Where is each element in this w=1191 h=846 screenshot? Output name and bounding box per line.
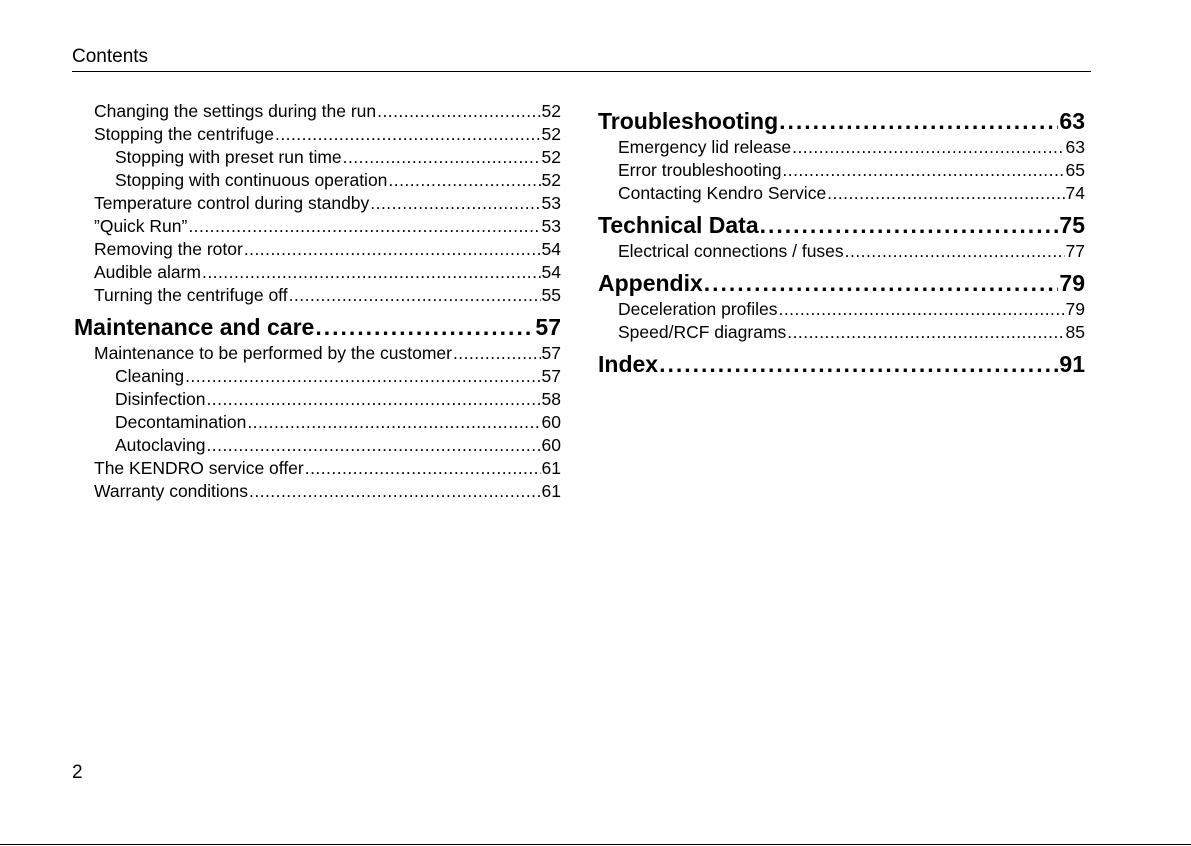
dot-leader xyxy=(343,146,541,169)
dot-leader xyxy=(659,351,1058,378)
toc-entry-title: Autoclaving xyxy=(115,435,206,455)
toc-entry-title: Decontamination xyxy=(115,412,247,432)
page-number: 2 xyxy=(72,762,83,783)
toc-entry-page: 63 xyxy=(1059,108,1085,134)
toc-entry[interactable] xyxy=(74,480,561,503)
toc-entry-page: 52 xyxy=(541,147,561,167)
toc-entry-page: 52 xyxy=(541,124,561,144)
toc-entry-title: Warranty conditions xyxy=(94,481,248,501)
toc-entry-page: 60 xyxy=(541,412,561,432)
toc-entry[interactable] xyxy=(74,284,561,307)
toc-entry-title: Maintenance and care xyxy=(74,314,315,340)
toc-entry[interactable] xyxy=(74,238,561,261)
toc-entry-page: 53 xyxy=(541,216,561,236)
dot-leader xyxy=(289,284,541,307)
toc-entry-title: Audible alarm xyxy=(94,262,201,282)
toc-entry[interactable] xyxy=(598,240,1085,263)
toc-entry[interactable] xyxy=(74,411,561,434)
toc-entry[interactable] xyxy=(74,192,561,215)
dot-leader xyxy=(827,182,1064,205)
dot-leader xyxy=(249,480,541,503)
toc-chapter-entry[interactable] xyxy=(598,108,1085,135)
toc-entry-title: Deceleration profiles xyxy=(618,299,778,319)
toc-entry-page: 91 xyxy=(1059,351,1085,377)
toc-entry-title: The KENDRO service offer xyxy=(94,458,304,478)
page-header-title: Contents xyxy=(72,46,149,67)
toc-entry-title: Electrical connections / fuses xyxy=(618,241,844,261)
toc-chapter-entry[interactable] xyxy=(598,351,1085,378)
toc-entry-page: 53 xyxy=(541,193,561,213)
toc-entry-page: 75 xyxy=(1059,212,1085,238)
toc-entry-page: 79 xyxy=(1059,270,1085,296)
dot-leader xyxy=(792,136,1064,159)
dot-leader xyxy=(377,100,540,123)
toc-entry-title: Changing the settings during the run xyxy=(94,101,377,121)
toc-right-column xyxy=(598,100,1085,379)
dot-leader xyxy=(315,314,534,341)
dot-leader xyxy=(704,270,1059,297)
toc-entry[interactable] xyxy=(598,182,1085,205)
toc-entry-page: 60 xyxy=(541,435,561,455)
toc-entry-title: Troubleshooting xyxy=(598,108,779,134)
toc-entry-page: 85 xyxy=(1065,322,1085,342)
toc-entry-page: 58 xyxy=(541,389,561,409)
toc-left-column xyxy=(74,100,561,503)
toc-entry-page: 61 xyxy=(541,458,561,478)
toc-entry-title: Stopping the centrifuge xyxy=(94,124,274,144)
toc-entry[interactable] xyxy=(74,146,561,169)
dot-leader xyxy=(185,365,540,388)
toc-entry[interactable] xyxy=(74,169,561,192)
toc-entry[interactable] xyxy=(598,321,1085,344)
dot-leader xyxy=(188,215,540,238)
toc-entry-page: 77 xyxy=(1065,241,1085,261)
dot-leader xyxy=(202,261,541,284)
toc-entry-page: 55 xyxy=(541,285,561,305)
toc-entry-title: Stopping with continuous operation xyxy=(115,170,388,190)
dot-leader xyxy=(206,388,540,411)
toc-entry[interactable] xyxy=(74,388,561,411)
toc-entry-page: 54 xyxy=(541,239,561,259)
dot-leader xyxy=(275,123,541,146)
dot-leader xyxy=(305,457,541,480)
toc-entry[interactable] xyxy=(74,215,561,238)
dot-leader xyxy=(388,169,540,192)
toc-entry-page: 61 xyxy=(541,481,561,501)
toc-entry-page: 52 xyxy=(541,170,561,190)
toc-entry-page: 74 xyxy=(1065,183,1085,203)
bottom-rule xyxy=(0,844,1191,845)
dot-leader xyxy=(845,240,1065,263)
header-rule xyxy=(72,71,1091,72)
toc-entry-title: Technical Data xyxy=(598,212,759,238)
toc-entry[interactable] xyxy=(74,100,561,123)
toc-entry-page: 57 xyxy=(541,366,561,386)
toc-entry-page: 63 xyxy=(1065,137,1085,157)
toc-entry-title: Maintenance to be performed by the customer xyxy=(94,343,452,363)
toc-entry-page: 65 xyxy=(1065,160,1085,180)
toc-entry[interactable] xyxy=(598,136,1085,159)
dot-leader xyxy=(206,434,540,457)
toc-chapter-entry[interactable] xyxy=(598,270,1085,297)
dot-leader xyxy=(779,298,1065,321)
toc-entry-page: 54 xyxy=(541,262,561,282)
dot-leader xyxy=(779,108,1058,135)
toc-entry[interactable] xyxy=(74,261,561,284)
dot-leader xyxy=(453,342,541,365)
toc-entry[interactable] xyxy=(74,123,561,146)
toc-entry-page: 57 xyxy=(541,343,561,363)
toc-entry-title: Error troubleshooting xyxy=(618,160,782,180)
toc-entry-title: Disinfection xyxy=(115,389,206,409)
toc-entry-title: Stopping with preset run time xyxy=(115,147,342,167)
toc-entry-title: Removing the rotor xyxy=(94,239,243,259)
toc-entry[interactable] xyxy=(598,159,1085,182)
toc-entry[interactable] xyxy=(74,342,561,365)
toc-entry-page: 52 xyxy=(541,101,561,121)
toc-entry[interactable] xyxy=(74,434,561,457)
toc-entry[interactable] xyxy=(74,457,561,480)
toc-entry-title: Temperature control during standby xyxy=(94,193,370,213)
dot-leader xyxy=(247,411,540,434)
dot-leader xyxy=(370,192,540,215)
toc-entry-page: 79 xyxy=(1065,299,1085,319)
toc-entry-title: Appendix xyxy=(598,270,703,296)
toc-entry-title: Emergency lid release xyxy=(618,137,792,157)
toc-chapter-entry[interactable] xyxy=(74,314,561,341)
dot-leader xyxy=(760,212,1059,239)
toc-entry[interactable] xyxy=(598,298,1085,321)
toc-entry-title: ”Quick Run” xyxy=(94,216,188,236)
toc-entry-title: Turning the centrifuge off xyxy=(94,285,288,305)
toc-entry-title: Index xyxy=(598,351,659,377)
dot-leader xyxy=(787,321,1064,344)
toc-chapter-entry[interactable] xyxy=(598,212,1085,239)
dot-leader xyxy=(244,238,541,261)
toc-entry-title: Cleaning xyxy=(115,366,185,386)
toc-entry-page: 57 xyxy=(535,314,561,340)
toc-entry-title: Speed/RCF diagrams xyxy=(618,322,787,342)
dot-leader xyxy=(782,159,1064,182)
toc-entry-title: Contacting Kendro Service xyxy=(618,183,827,203)
toc-entry[interactable] xyxy=(74,365,561,388)
